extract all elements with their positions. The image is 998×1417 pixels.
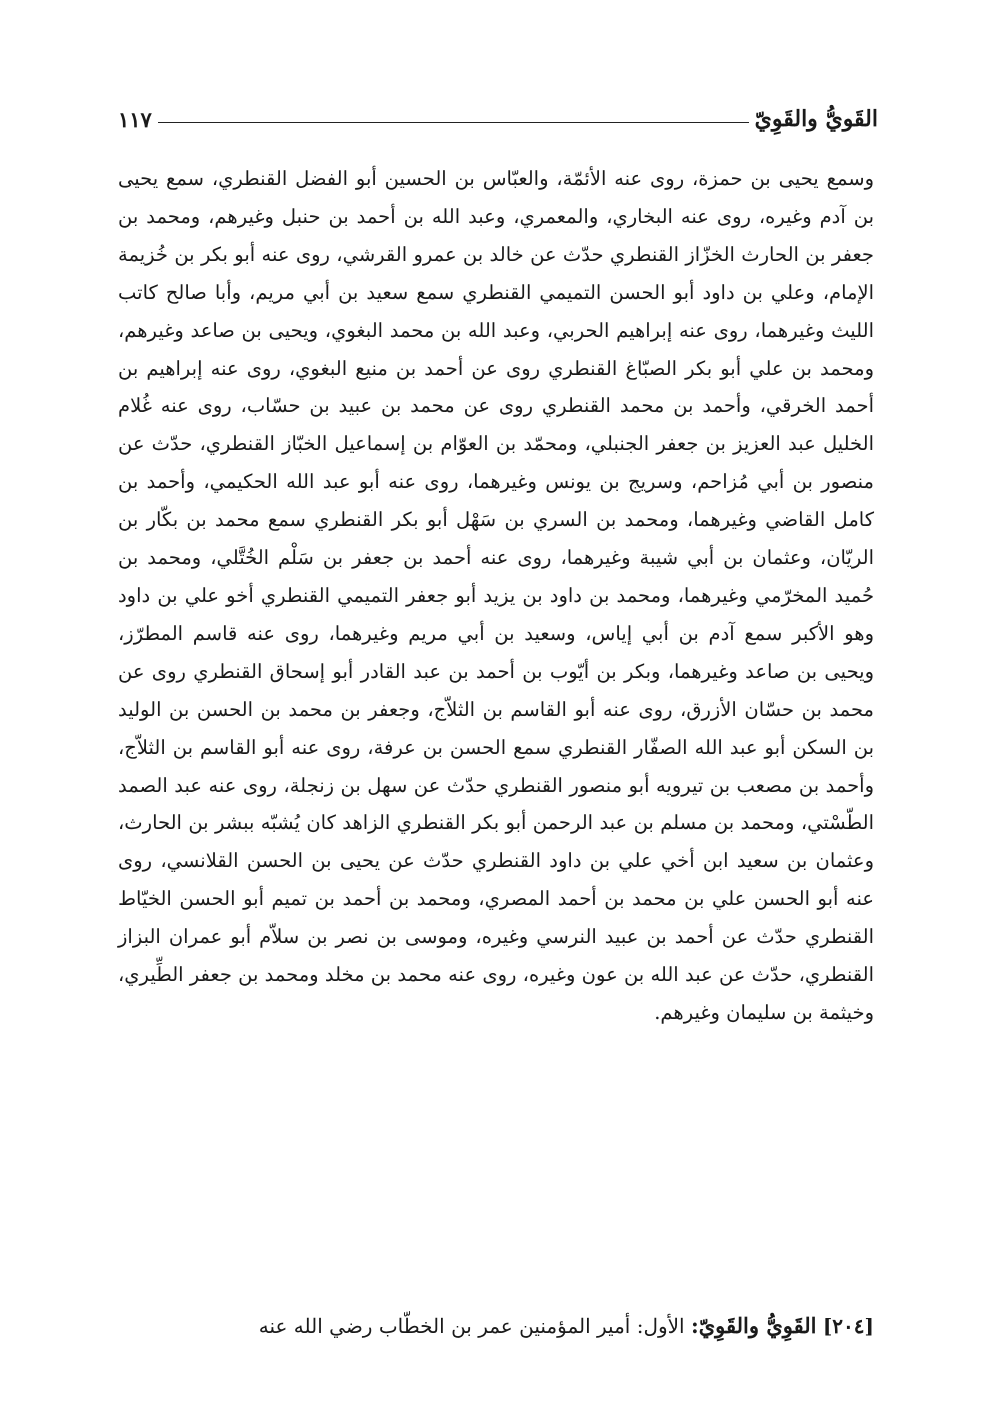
entry-number: [٢٠٤] (822, 1314, 874, 1338)
page-header (118, 92, 878, 132)
header-rule (158, 122, 749, 123)
entry-title: القَوِيُّ والقَوِيّ: (690, 1313, 817, 1338)
page-number: ١١٧ (118, 107, 152, 132)
entry-heading (112, 1308, 874, 1344)
running-title: القَويُّ والقَوِيّ (754, 106, 878, 132)
main-paragraph: وسمع يحيى بن حمزة، روى عنه الأئمّة، والعبّاس بن الحسين أبو الفضل القنطري، سمع يحيى بن آدم وغيره، روى عنه البخاري، والمعمري، وعبد الله بن أحمد بن حنبل وغيرهم، ومحمد بن جعفر بن الحارث الخزّاز القنطري حدّث عن خالد بن عمرو القرشي، روى عنه أبو بكر بن خُزيمة الإمام، وعلي بن داود أبو الحسن التميمي القنطري سمع سعيد بن أبي مريم، وأبا صالح كاتب الليث وغيرهما، روى عنه إبراهيم الحربي، وعبد الله بن محمد البغوي، ويحيى بن صاعد وغيرهم، ومحمد بن علي أبو بكر الصبّاغ القنطري روى عن أحمد بن منيع البغوي، روى عنه إبراهيم بن أحمد الخرقي، وأحمد بن محمد القنطري روى عن محمد بن عبيد بن حسّاب، روى عنه غُلام الخليل عبد العزيز بن جعفر الجنبلي، ومحمّد بن العوّام بن إسماعيل الخبّاز القنطري، حدّث عن منصور بن أبي مُزاحم، وسريج بن يونس وغيرهما، روى عنه أبو عبد الله الحكيمي، وأحمد بن كامل القاضي وغيرهما، ومحمد بن السري بن سَهْل أبو بكر القنطري سمع محمد بن بكّار بن الريّان، وعثمان بن أبي شيبة وغيرهما، روى عنه أحمد بن جعفر بن سَلْم الخُتَّلي، ومحمد بن حُميد المخرّمي وغيرهما، ومحمد بن داود بن يزيد أبو جعفر التميمي القنطري أخو علي بن داود وهو الأكبر سمع آدم بن أبي إياس، وسعيد بن أبي مريم وغيرهما، روى عنه قاسم المطرّز، ويحيى بن صاعد وغيرهما، وبكر بن أيّوب بن أحمد بن عبد القادر أبو إسحاق القنطري روى عن محمد بن حسّان الأزرق، روى عنه أبو القاسم بن الثلاّج، وجعفر بن محمد بن الحسن بن الوليد بن السكن أبو عبد الله الصفّار القنطري سمع الحسن بن عرفة، روى عنه أبو القاسم بن الثلاّج، وأحمد بن مصعب بن تيرويه أبو منصور القنطري حدّث عن سهل بن زنجلة، روى عنه عبد الصمد الطّسْتي، ومحمد بن مسلم بن عبد الرحمن أبو بكر القنطري الزاهد كان يُشبّه ببشر بن الحارث، وعثمان بن سعيد ابن أخي علي بن داود القنطري حدّث عن يحيى بن الحسن القلانسي، روى عنه أبو الحسن علي بن محمد بن أحمد المصري، ومحمد بن أحمد بن تميم أبو الحسن الخيّاط القنطري حدّث عن أحمد بن عبيد النرسي وغيره، وموسى بن نصر بن سلاّم أبو عمران البزاز القنطري، حدّث عن عبد الله بن عون وغيره، روى عنه محمد بن مخلد ومحمد بن جعفر الطِّيري، وخيثمة بن سليمان وغيرهم. (118, 167, 874, 1024)
entry-text: الأول: أمير المؤمنين عمر بن الخطّاب رضي الله عنه (258, 1314, 685, 1338)
